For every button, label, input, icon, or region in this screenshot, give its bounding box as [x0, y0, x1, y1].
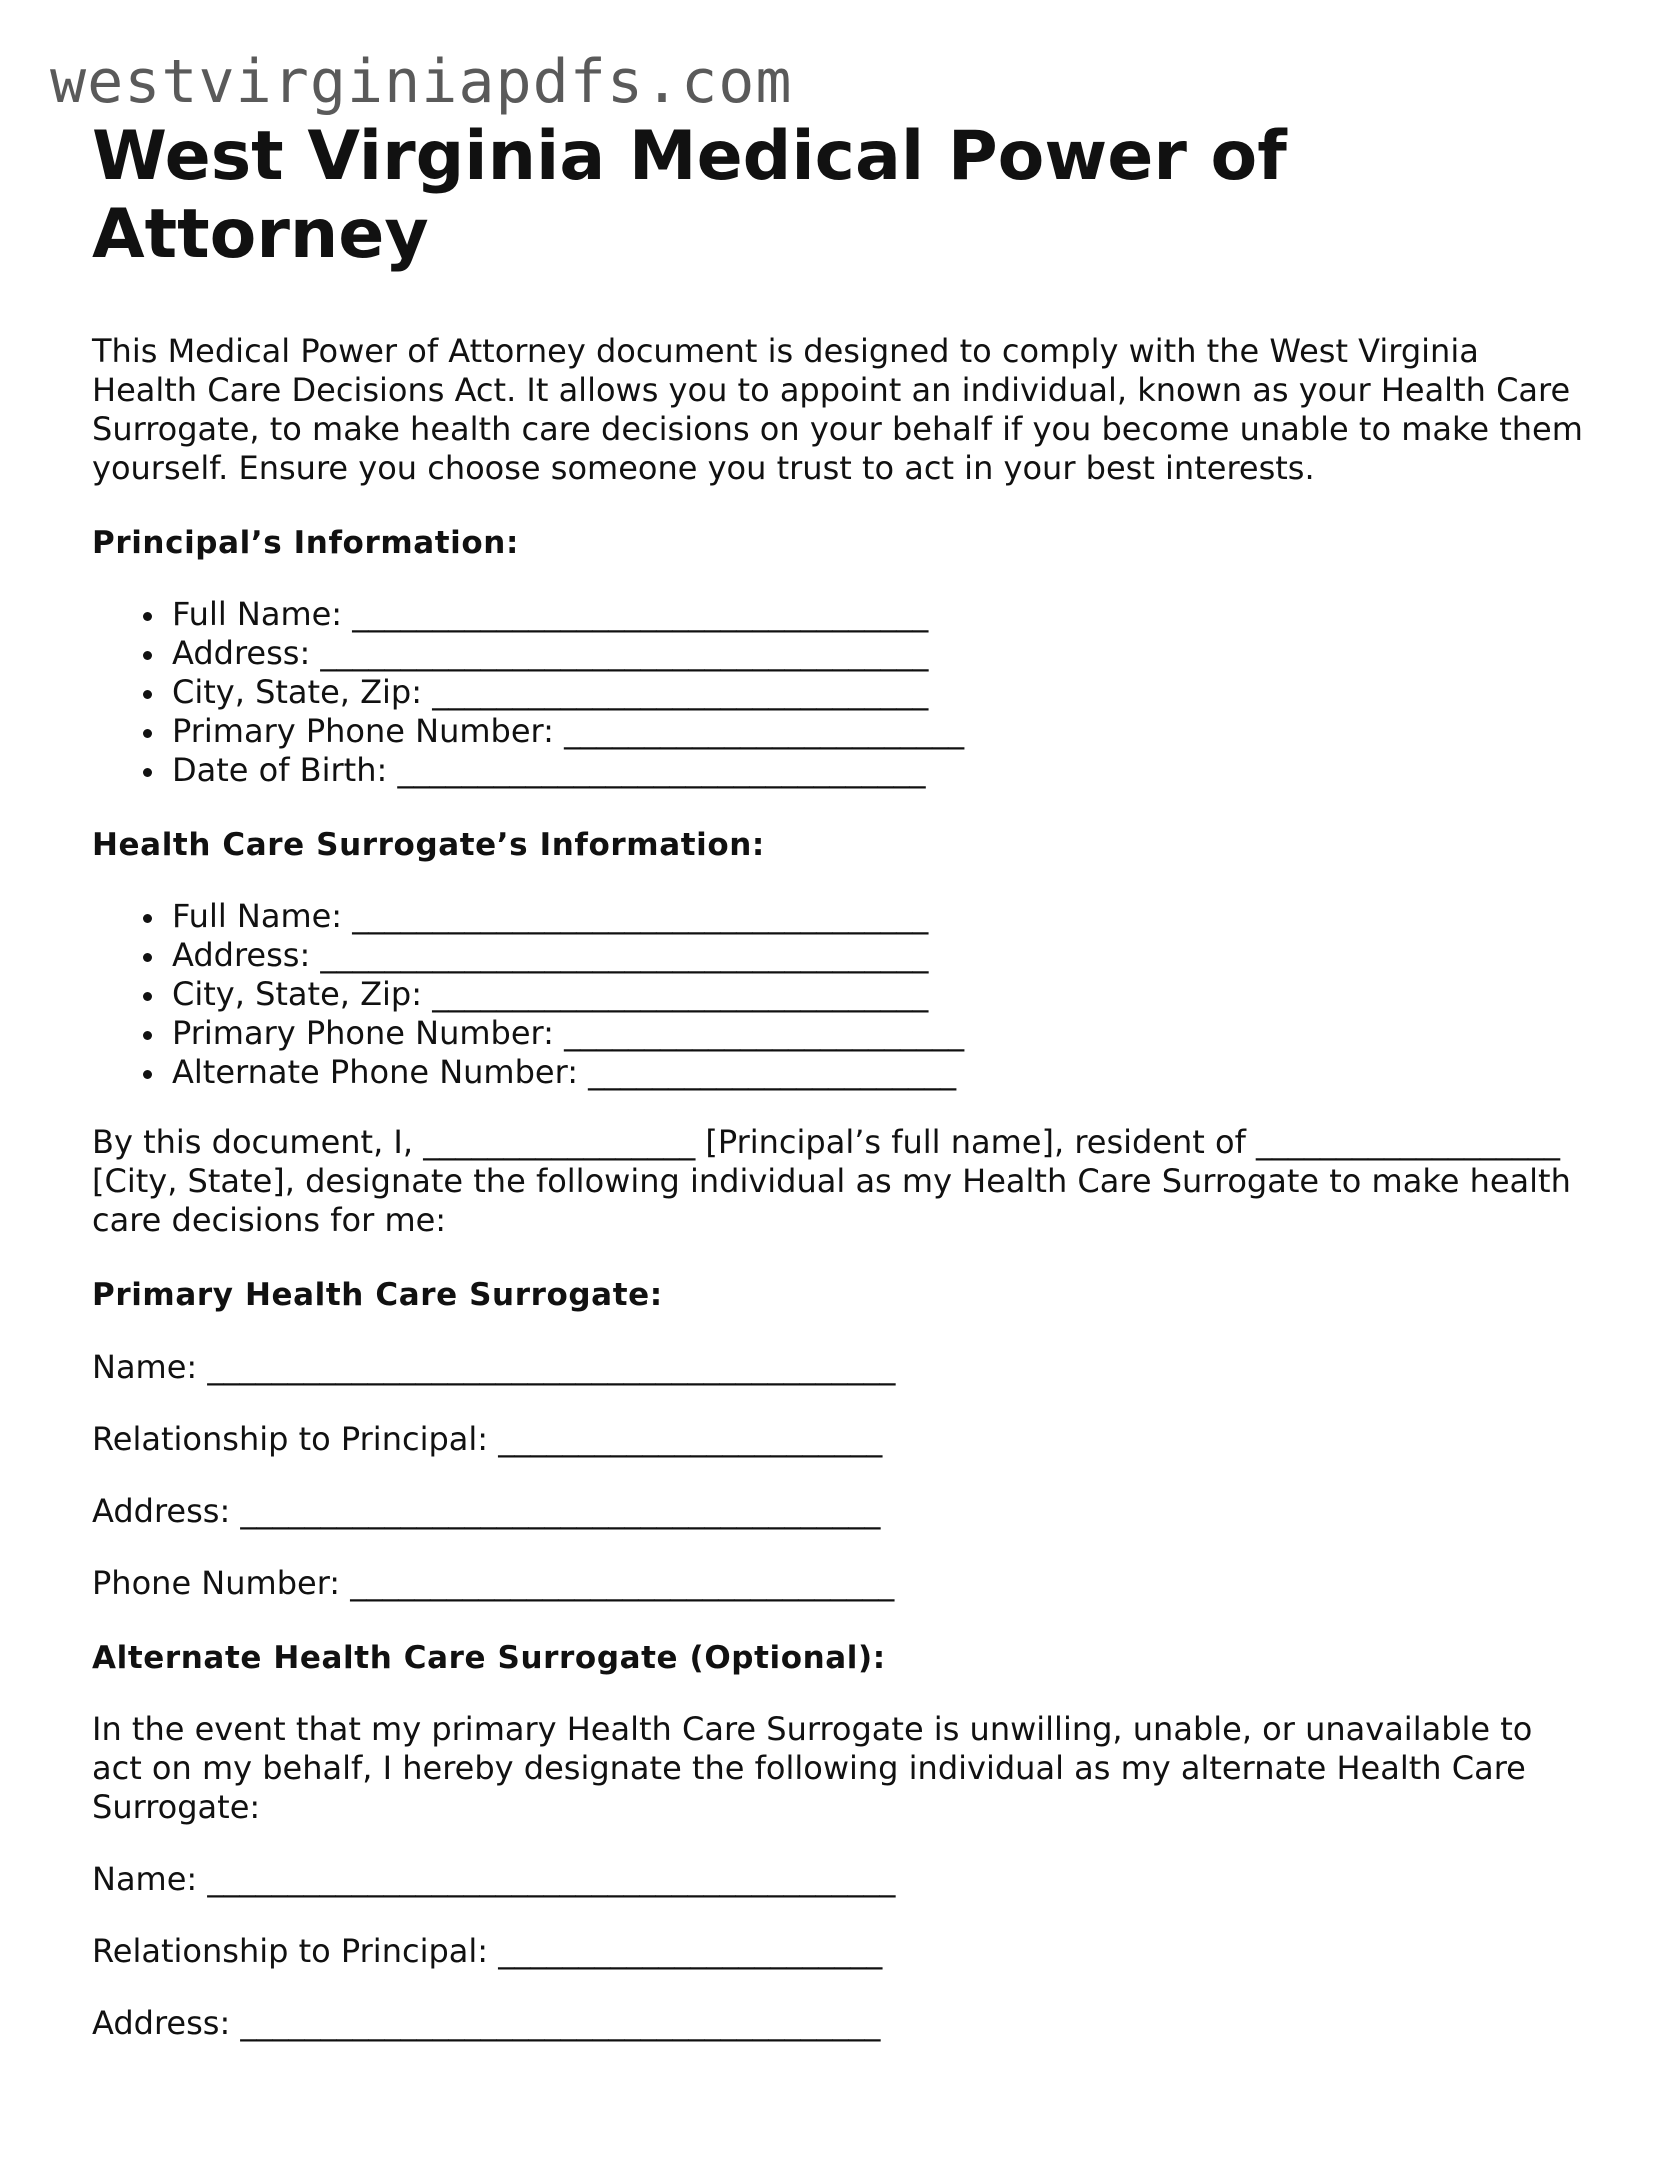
- principal-address-field[interactable]: Address: ______________________________________: [172, 634, 1612, 673]
- alternate-surrogate-address-field[interactable]: Address: ________________________________________: [92, 2004, 881, 2042]
- principal-info-list: [92, 595, 1612, 790]
- surrogate-alternate-phone-field[interactable]: Alternate Phone Number: _______________________: [172, 1053, 1612, 1092]
- primary-surrogate-relationship-field[interactable]: Relationship to Principal: ________________________: [92, 1420, 883, 1458]
- alternate-surrogate-relationship-field[interactable]: Relationship to Principal: ________________________: [92, 1932, 883, 1970]
- designation-paragraph: By this document, I, _________________ [Principal’s full name], resident of ___________________ [City, State], designate the following individual as my Health Care Surrogate to make health care decisions for me:: [92, 1123, 1571, 1239]
- surrogate-full-name-field[interactable]: Full Name: ____________________________________: [172, 897, 1612, 936]
- principal-city-state-zip-field[interactable]: City, State, Zip: _______________________________: [172, 673, 1612, 712]
- principal-dob-field[interactable]: Date of Birth: _________________________________: [172, 751, 1612, 790]
- surrogate-info-heading: Health Care Surrogate’s Information:: [92, 827, 765, 863]
- principal-full-name-field[interactable]: Full Name: ____________________________________: [172, 595, 1612, 634]
- surrogate-info-list: [92, 897, 1612, 1092]
- principal-phone-field[interactable]: Primary Phone Number: _________________________: [172, 712, 1612, 751]
- primary-surrogate-address-field[interactable]: Address: ________________________________________: [92, 1492, 881, 1530]
- intro-paragraph: This Medical Power of Attorney document is designed to comply with the West Virginia Health Care Decisions Act. It allows you to appoint an individual, known as your Health Care Surrogate, to make health care decisions on your behalf if you become unable to make them yourself. Ensure you choose someone you trust to act in your best interests.: [92, 332, 1583, 487]
- surrogate-city-state-zip-field[interactable]: City, State, Zip: _______________________________: [172, 975, 1612, 1014]
- surrogate-primary-phone-field[interactable]: Primary Phone Number: _________________________: [172, 1014, 1612, 1053]
- surrogate-address-field[interactable]: Address: ______________________________________: [172, 936, 1612, 975]
- alternate-surrogate-heading: Alternate Health Care Surrogate (Optional):: [92, 1640, 886, 1676]
- primary-surrogate-phone-field[interactable]: Phone Number: __________________________________: [92, 1564, 895, 1602]
- document-page: [92, 118, 1612, 2043]
- primary-surrogate-name-field[interactable]: Name: ___________________________________________: [92, 1348, 896, 1386]
- alternate-surrogate-paragraph: In the event that my primary Health Care Surrogate is unwilling, unable, or unavailable to act on my behalf, I hereby designate the following individual as my alternate Health Care Surrogate:: [92, 1710, 1533, 1826]
- alternate-surrogate-name-field[interactable]: Name: ___________________________________________: [92, 1860, 896, 1898]
- watermark-text: westvirginiapdfs.com: [50, 47, 793, 117]
- principal-info-heading: Principal’s Information:: [92, 525, 519, 561]
- document-title: West Virginia Medical Power of Attorney: [92, 117, 1287, 274]
- primary-surrogate-heading: Primary Health Care Surrogate:: [92, 1277, 663, 1313]
